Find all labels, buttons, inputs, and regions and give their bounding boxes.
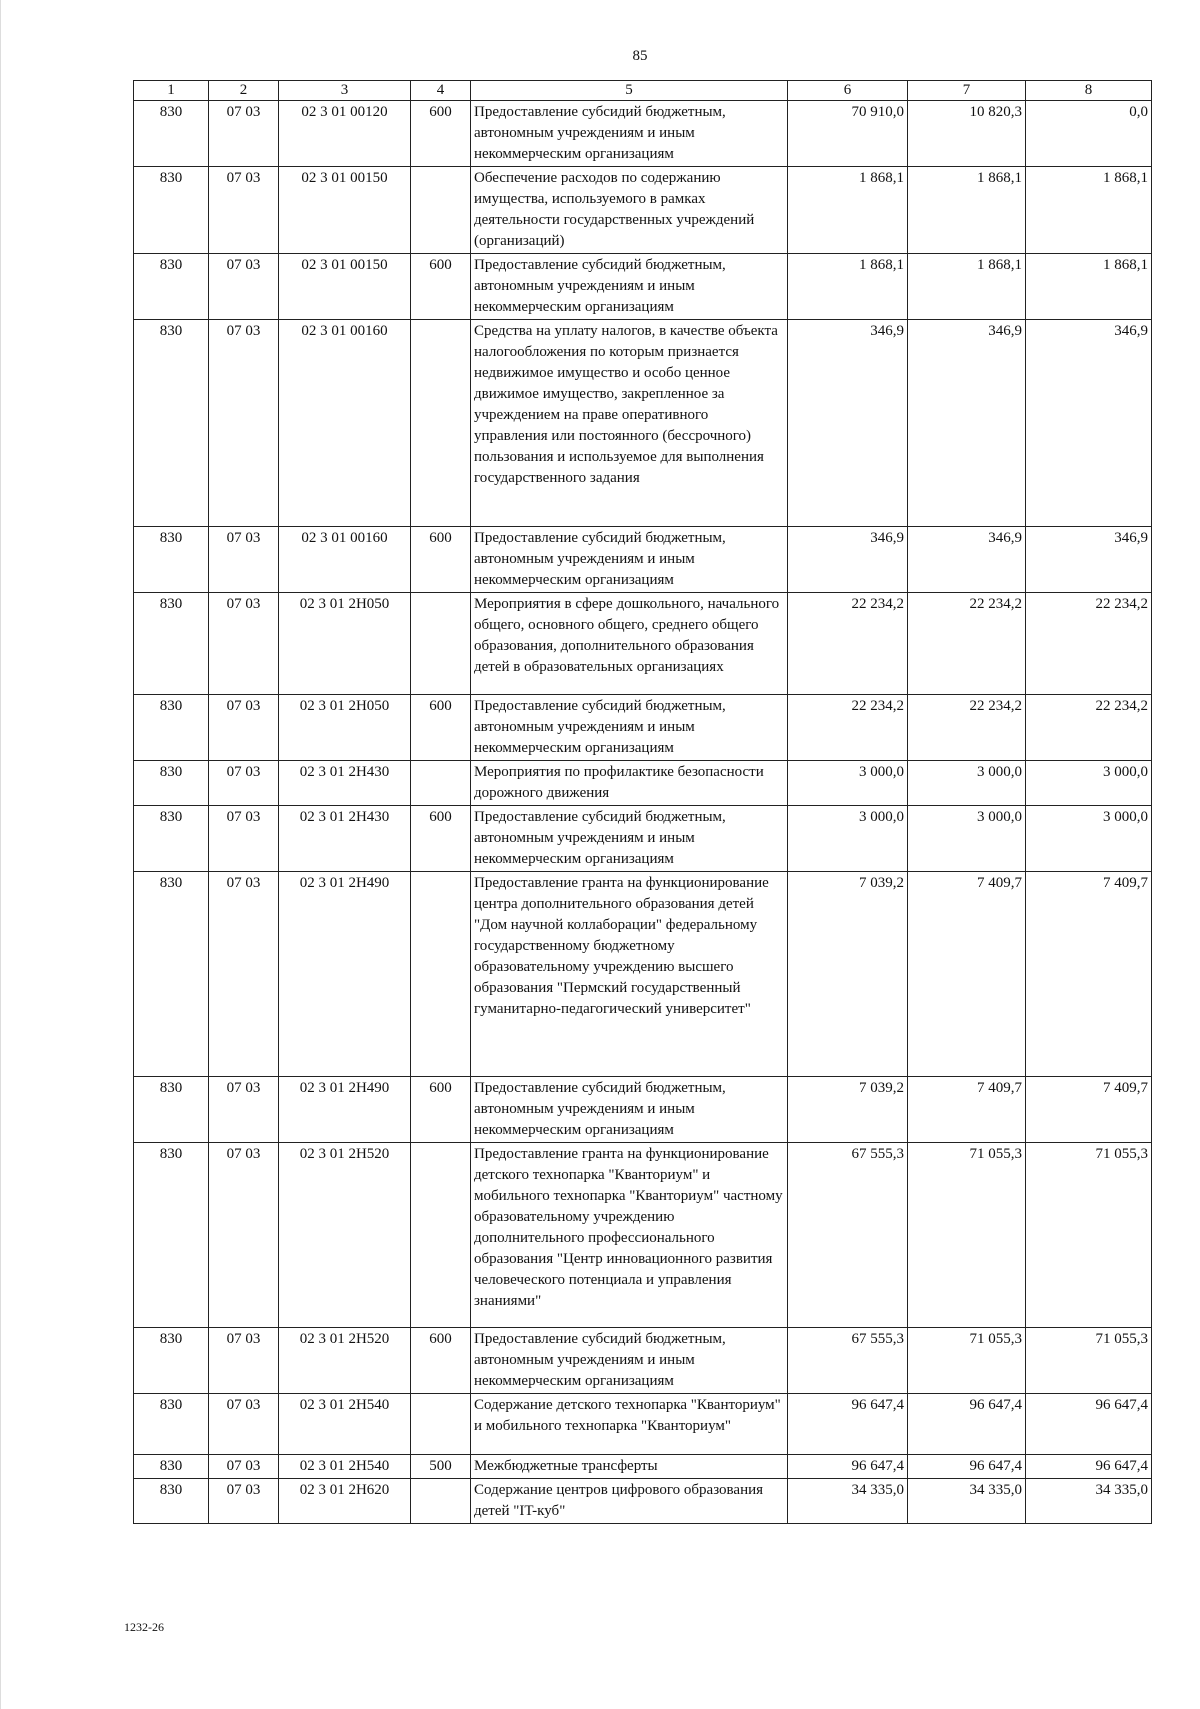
table-cell-c4: 600 bbox=[411, 254, 471, 320]
table-cell-c2: 07 03 bbox=[209, 593, 279, 695]
table-cell-c8: 3 000,0 bbox=[1026, 761, 1152, 806]
table-cell-c7: 346,9 bbox=[908, 320, 1026, 527]
table-cell-c8: 0,0 bbox=[1026, 101, 1152, 167]
table-cell-c8: 346,9 bbox=[1026, 527, 1152, 593]
table-cell-c2: 07 03 bbox=[209, 872, 279, 1077]
table-cell-c5: Предоставление субсидий бюджетным, автономным учреждениям и иным некоммерческим организациям bbox=[471, 527, 788, 593]
table-cell-c5: Мероприятия по профилактике безопасности дорожного движения bbox=[471, 761, 788, 806]
table-cell-c8: 1 868,1 bbox=[1026, 167, 1152, 254]
table-cell-c4 bbox=[411, 167, 471, 254]
table-cell-c1: 830 bbox=[134, 1479, 209, 1524]
table-row bbox=[134, 1479, 1152, 1524]
table-row bbox=[134, 1143, 1152, 1328]
table-cell-c6: 22 234,2 bbox=[788, 695, 908, 761]
table-cell-c8: 1 868,1 bbox=[1026, 254, 1152, 320]
table-cell-c4: 600 bbox=[411, 101, 471, 167]
table-cell-c4 bbox=[411, 1479, 471, 1524]
table-cell-c8: 71 055,3 bbox=[1026, 1328, 1152, 1394]
table-cell-c1: 830 bbox=[134, 1077, 209, 1143]
table-cell-c1: 830 bbox=[134, 320, 209, 527]
table-cell-c7: 34 335,0 bbox=[908, 1479, 1026, 1524]
table-row bbox=[134, 1394, 1152, 1455]
table-cell-c7: 22 234,2 bbox=[908, 695, 1026, 761]
table-cell-c8: 96 647,4 bbox=[1026, 1394, 1152, 1455]
table-cell-c1: 830 bbox=[134, 1143, 209, 1328]
table-cell-c4: 600 bbox=[411, 1328, 471, 1394]
table-cell-c2: 07 03 bbox=[209, 527, 279, 593]
table-row bbox=[134, 1328, 1152, 1394]
table-cell-c5: Предоставление субсидий бюджетным, автономным учреждениям и иным некоммерческим организациям bbox=[471, 1328, 788, 1394]
table-cell-c1: 830 bbox=[134, 593, 209, 695]
table-cell-c6: 1 868,1 bbox=[788, 254, 908, 320]
page-number: 85 bbox=[632, 48, 648, 64]
table-cell-c5: Межбюджетные трансферты bbox=[471, 1455, 788, 1479]
table-cell-c1: 830 bbox=[134, 1328, 209, 1394]
header-col-6: 6 bbox=[788, 81, 908, 101]
table-row bbox=[134, 101, 1152, 167]
table-cell-c6: 1 868,1 bbox=[788, 167, 908, 254]
table-cell-c6: 96 647,4 bbox=[788, 1455, 908, 1479]
table-cell-c6: 3 000,0 bbox=[788, 806, 908, 872]
table-cell-c3: 02 3 01 2Н540 bbox=[279, 1394, 411, 1455]
table-row bbox=[134, 1077, 1152, 1143]
table-cell-c2: 07 03 bbox=[209, 1455, 279, 1479]
table-cell-c3: 02 3 01 2Н430 bbox=[279, 806, 411, 872]
table-cell-c3: 02 3 01 2Н050 bbox=[279, 593, 411, 695]
table-cell-c7: 71 055,3 bbox=[908, 1143, 1026, 1328]
table-cell-c6: 346,9 bbox=[788, 320, 908, 527]
table-row bbox=[134, 1455, 1152, 1479]
table-cell-c6: 22 234,2 bbox=[788, 593, 908, 695]
header-col-1: 1 bbox=[134, 81, 209, 101]
table-cell-c6: 96 647,4 bbox=[788, 1394, 908, 1455]
table-cell-c8: 7 409,7 bbox=[1026, 1077, 1152, 1143]
table-cell-c7: 22 234,2 bbox=[908, 593, 1026, 695]
table-cell-c8: 96 647,4 bbox=[1026, 1455, 1152, 1479]
table-cell-c6: 346,9 bbox=[788, 527, 908, 593]
table-cell-c7: 96 647,4 bbox=[908, 1394, 1026, 1455]
table-cell-c3: 02 3 01 00160 bbox=[279, 527, 411, 593]
header-col-3: 3 bbox=[279, 81, 411, 101]
table-cell-c5: Предоставление субсидий бюджетным, автономным учреждениям и иным некоммерческим организациям bbox=[471, 101, 788, 167]
table-cell-c4: 600 bbox=[411, 527, 471, 593]
table-cell-c7: 3 000,0 bbox=[908, 761, 1026, 806]
table-row bbox=[134, 806, 1152, 872]
table-cell-c3: 02 3 01 2Н490 bbox=[279, 872, 411, 1077]
table-cell-c7: 3 000,0 bbox=[908, 806, 1026, 872]
table-row bbox=[134, 695, 1152, 761]
table-cell-c5: Предоставление субсидий бюджетным, автономным учреждениям и иным некоммерческим организациям bbox=[471, 806, 788, 872]
header-col-7: 7 bbox=[908, 81, 1026, 101]
table-cell-c2: 07 03 bbox=[209, 806, 279, 872]
table-cell-c6: 67 555,3 bbox=[788, 1328, 908, 1394]
table-cell-c6: 7 039,2 bbox=[788, 872, 908, 1077]
table-cell-c3: 02 3 01 00120 bbox=[279, 101, 411, 167]
table-cell-c8: 22 234,2 bbox=[1026, 695, 1152, 761]
table-cell-c7: 71 055,3 bbox=[908, 1328, 1026, 1394]
table-cell-c3: 02 3 01 2Н520 bbox=[279, 1328, 411, 1394]
table-cell-c3: 02 3 01 2Н490 bbox=[279, 1077, 411, 1143]
table-cell-c5: Предоставление субсидий бюджетным, автономным учреждениям и иным некоммерческим организациям bbox=[471, 254, 788, 320]
table-cell-c8: 346,9 bbox=[1026, 320, 1152, 527]
table-cell-c6: 7 039,2 bbox=[788, 1077, 908, 1143]
table-cell-c5: Обеспечение расходов по содержанию имущества, используемого в рамках деятельности государственных учреждений (организаций) bbox=[471, 167, 788, 254]
table-cell-c7: 346,9 bbox=[908, 527, 1026, 593]
table-row bbox=[134, 167, 1152, 254]
table-cell-c4: 500 bbox=[411, 1455, 471, 1479]
table-cell-c1: 830 bbox=[134, 806, 209, 872]
budget-table bbox=[133, 80, 1152, 1524]
table-cell-c1: 830 bbox=[134, 254, 209, 320]
table-cell-c1: 830 bbox=[134, 1455, 209, 1479]
table-cell-c2: 07 03 bbox=[209, 695, 279, 761]
table-cell-c7: 7 409,7 bbox=[908, 872, 1026, 1077]
table-cell-c2: 07 03 bbox=[209, 320, 279, 527]
header-col-2: 2 bbox=[209, 81, 279, 101]
table-cell-c2: 07 03 bbox=[209, 761, 279, 806]
table-row bbox=[134, 761, 1152, 806]
header-row bbox=[134, 81, 1152, 101]
table-cell-c2: 07 03 bbox=[209, 1143, 279, 1328]
table-cell-c2: 07 03 bbox=[209, 167, 279, 254]
table-cell-c7: 1 868,1 bbox=[908, 254, 1026, 320]
table-cell-c2: 07 03 bbox=[209, 254, 279, 320]
table-cell-c5: Предоставление гранта на функционирование детского технопарка "Кванториум" и мобильного технопарка "Кванториум" частному образовательному учреждению дополнительного профессионального образования "Центр инновационного развития человеческого потенциала и управления знаниями" bbox=[471, 1143, 788, 1328]
table-cell-c1: 830 bbox=[134, 167, 209, 254]
table-cell-c3: 02 3 01 2Н540 bbox=[279, 1455, 411, 1479]
table-cell-c8: 3 000,0 bbox=[1026, 806, 1152, 872]
table-cell-c6: 34 335,0 bbox=[788, 1479, 908, 1524]
table-cell-c3: 02 3 01 00150 bbox=[279, 254, 411, 320]
table-cell-c4 bbox=[411, 872, 471, 1077]
table-row bbox=[134, 593, 1152, 695]
table-cell-c1: 830 bbox=[134, 527, 209, 593]
table-row bbox=[134, 320, 1152, 527]
header-col-4: 4 bbox=[411, 81, 471, 101]
table-cell-c3: 02 3 01 2Н520 bbox=[279, 1143, 411, 1328]
table-cell-c1: 830 bbox=[134, 101, 209, 167]
table-cell-c5: Мероприятия в сфере дошкольного, начального общего, основного общего, среднего общего образования, дополнительного образования детей в образовательных организациях bbox=[471, 593, 788, 695]
table-cell-c5: Предоставление субсидий бюджетным, автономным учреждениям и иным некоммерческим организациям bbox=[471, 695, 788, 761]
table-cell-c1: 830 bbox=[134, 1394, 209, 1455]
table-cell-c2: 07 03 bbox=[209, 1394, 279, 1455]
table-cell-c6: 70 910,0 bbox=[788, 101, 908, 167]
table-cell-c7: 1 868,1 bbox=[908, 167, 1026, 254]
table-cell-c5: Средства на уплату налогов, в качестве объекта налогообложения по которым признается недвижимое имущество и особо ценное движимое имущество, закрепленное за учреждением на праве оперативного управления или постоянного (бессрочного) пользования и используемое для выполнения государственного задания bbox=[471, 320, 788, 527]
table-cell-c1: 830 bbox=[134, 872, 209, 1077]
table-cell-c4 bbox=[411, 1394, 471, 1455]
table-cell-c8: 34 335,0 bbox=[1026, 1479, 1152, 1524]
table-cell-c4 bbox=[411, 1143, 471, 1328]
table-row bbox=[134, 527, 1152, 593]
table-row bbox=[134, 872, 1152, 1077]
table-cell-c4: 600 bbox=[411, 695, 471, 761]
table-cell-c8: 71 055,3 bbox=[1026, 1143, 1152, 1328]
table-cell-c4 bbox=[411, 593, 471, 695]
table-cell-c3: 02 3 01 00160 bbox=[279, 320, 411, 527]
header-col-8: 8 bbox=[1026, 81, 1152, 101]
table-cell-c5: Предоставление субсидий бюджетным, автономным учреждениям и иным некоммерческим организациям bbox=[471, 1077, 788, 1143]
table-cell-c6: 67 555,3 bbox=[788, 1143, 908, 1328]
table-row bbox=[134, 254, 1152, 320]
table-cell-c2: 07 03 bbox=[209, 1328, 279, 1394]
table-cell-c4 bbox=[411, 320, 471, 527]
table-cell-c1: 830 bbox=[134, 761, 209, 806]
table-cell-c2: 07 03 bbox=[209, 101, 279, 167]
table-cell-c8: 22 234,2 bbox=[1026, 593, 1152, 695]
table-cell-c6: 3 000,0 bbox=[788, 761, 908, 806]
table-cell-c5: Предоставление гранта на функционирование центра дополнительного образования детей "Дом научной коллаборации" федеральному государственному бюджетному образовательному учреждению высшего образования "Пермский государственный гуманитарно-педагогический университет" bbox=[471, 872, 788, 1077]
table-cell-c7: 96 647,4 bbox=[908, 1455, 1026, 1479]
table-cell-c7: 10 820,3 bbox=[908, 101, 1026, 167]
table-cell-c8: 7 409,7 bbox=[1026, 872, 1152, 1077]
header-col-5: 5 bbox=[471, 81, 788, 101]
table-cell-c1: 830 bbox=[134, 695, 209, 761]
table-cell-c4 bbox=[411, 761, 471, 806]
table-cell-c3: 02 3 01 00150 bbox=[279, 167, 411, 254]
table-cell-c4: 600 bbox=[411, 1077, 471, 1143]
footer-code: 1232-26 bbox=[124, 1620, 164, 1634]
table-cell-c2: 07 03 bbox=[209, 1077, 279, 1143]
table-cell-c7: 7 409,7 bbox=[908, 1077, 1026, 1143]
table-cell-c3: 02 3 01 2Н430 bbox=[279, 761, 411, 806]
table-cell-c4: 600 bbox=[411, 806, 471, 872]
table-cell-c3: 02 3 01 2Н050 bbox=[279, 695, 411, 761]
table-cell-c5: Содержание детского технопарка "Кванториум" и мобильного технопарка "Кванториум" bbox=[471, 1394, 788, 1455]
table-cell-c2: 07 03 bbox=[209, 1479, 279, 1524]
table-cell-c3: 02 3 01 2Н620 bbox=[279, 1479, 411, 1524]
table-cell-c5: Содержание центров цифрового образования детей "IT-куб" bbox=[471, 1479, 788, 1524]
